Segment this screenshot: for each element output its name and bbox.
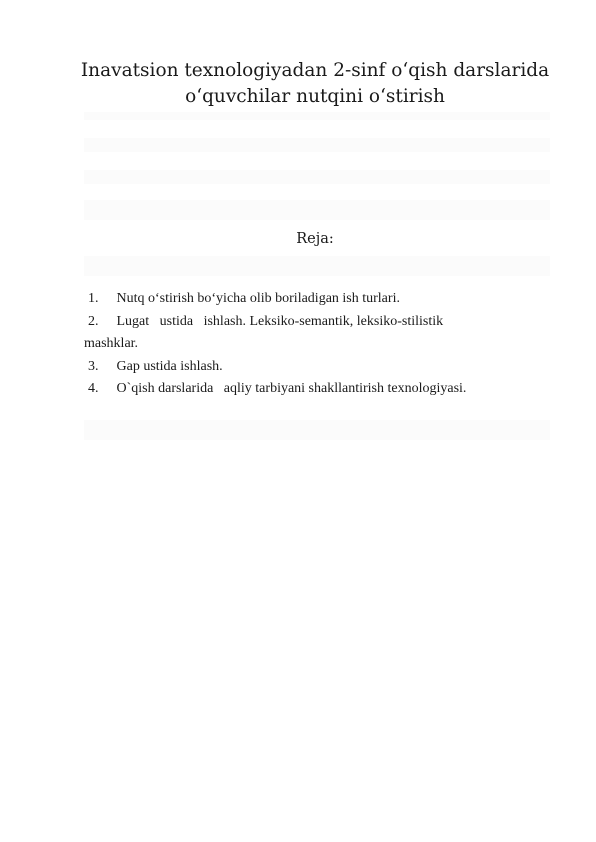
background-band [84,138,550,152]
plan-item-number: 4. [88,381,99,396]
plan-item-text: O`qish darslarida aqliy tarbiyani shakllantirish texnologiyasi. [116,381,467,396]
plan-item [84,288,554,311]
document-title [70,58,560,110]
plan-item [84,378,554,401]
title-line-2: o‘quvchilar nutqini o‘stirish [185,86,445,107]
plan-item [84,311,554,356]
background-band [84,420,550,440]
plan-item-number: 3. [88,358,99,374]
plan-item-text: Gap ustida ishlash. [116,358,223,374]
background-band [84,112,550,120]
plan-item-number: 2. [88,313,99,329]
plan-item [84,356,554,379]
plan-item-text: Nutq o‘stirish bo‘yicha olib boriladigan ish turlari. [116,291,400,306]
plan-heading: Reja: [296,231,334,247]
plan-list [84,288,554,401]
title-line-1: Inavatsion texnologiyadan 2-sinf o‘qish darslarida [80,60,550,81]
plan-item-text-continuation: mashklar. [84,336,139,351]
plan-item-number: 1. [88,291,99,306]
background-band [84,170,550,184]
background-band [84,256,550,276]
plan-item-text: Lugat ustida ishlash. Leksiko-semantik, leksiko-stilistik [116,313,444,329]
background-band [84,200,550,220]
